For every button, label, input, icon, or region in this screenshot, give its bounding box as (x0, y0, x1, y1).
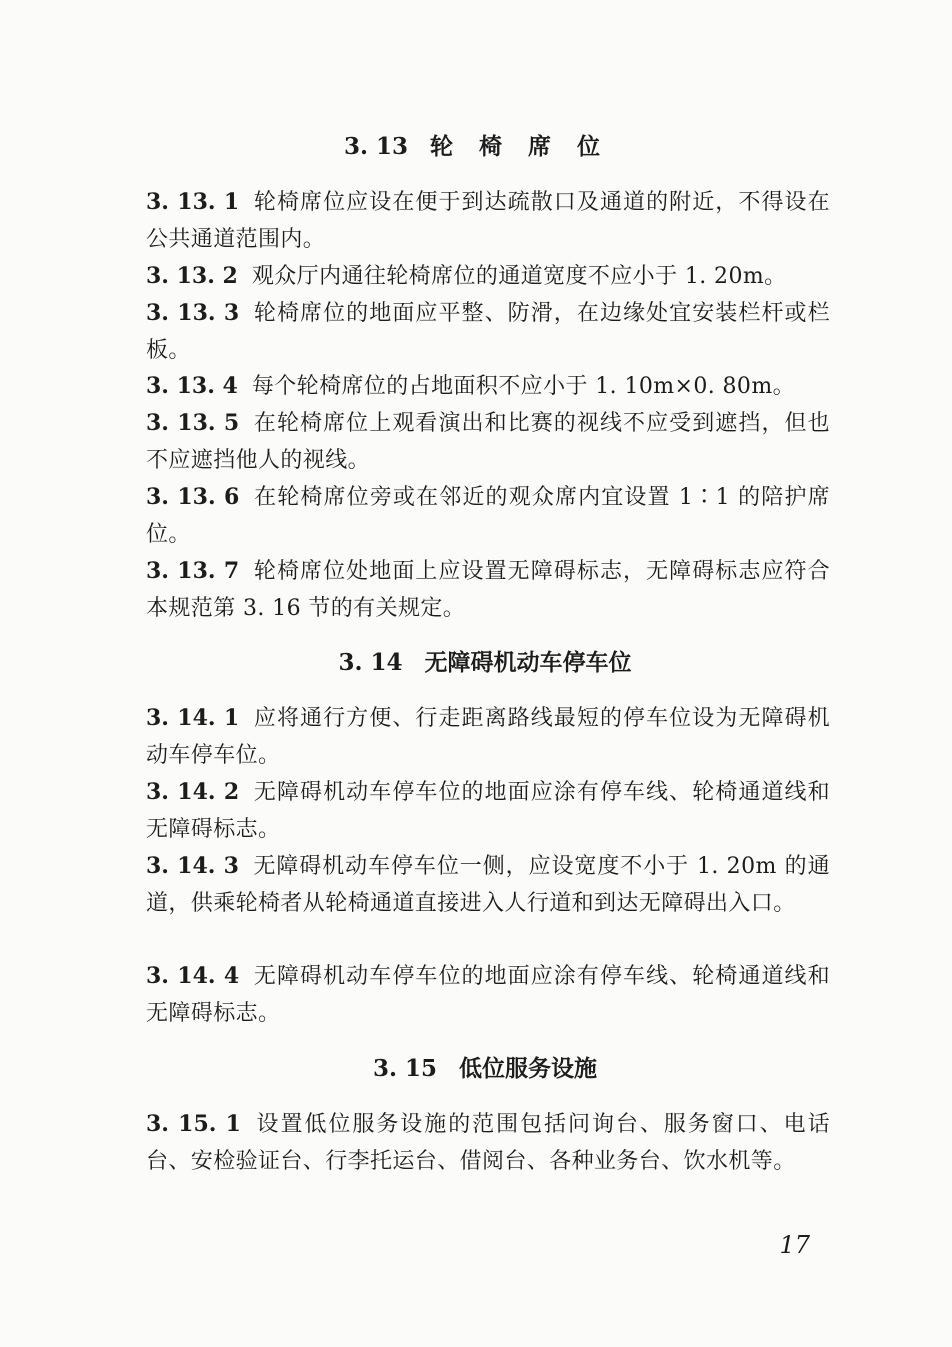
clause-text: 无障碍机动车停车位一侧，应设宽度不小于 1. 20m 的通道，供乘轮椅者从轮椅通道直接进入人行道和到达无障碍出入口。 (146, 854, 830, 916)
clause-text: 设置低位服务设施的范围包括问询台、服务窗口、电话台、安检验证台、行李托运台、借阅台、各种业务台、饮水机等。 (146, 1112, 830, 1174)
clause-text: 无障碍机动车停车位的地面应涂有停车线、轮椅通道线和无障碍标志。 (146, 780, 830, 842)
clause (146, 774, 830, 848)
clause (146, 848, 830, 922)
clause-number: 3. 13. 2 (146, 263, 238, 289)
clause-text: 轮椅席位的地面应平整、防滑，在边缘处宜安装栏杆或栏板。 (146, 301, 830, 363)
clause (146, 1106, 830, 1180)
clause-number: 3. 14. 4 (146, 963, 240, 989)
clause-number: 3. 13. 7 (146, 558, 240, 584)
clause (146, 405, 830, 479)
clause (146, 184, 830, 258)
section-title: 低位服务设施 (459, 1055, 598, 1082)
clause (146, 479, 830, 553)
page-number: 17 (779, 1231, 810, 1259)
clause-number: 3. 14. 3 (146, 853, 239, 879)
section-title: 无障碍机动车停车位 (424, 649, 632, 676)
section-number: 3. 15 (372, 1055, 438, 1082)
clause-number: 3. 13. 4 (146, 373, 238, 399)
clause-number: 3. 15. 1 (146, 1111, 241, 1137)
clause (146, 958, 830, 1032)
clause-text: 无障碍机动车停车位的地面应涂有停车线、轮椅通道线和无障碍标志。 (146, 964, 830, 1026)
clause-number: 3. 13. 5 (146, 410, 240, 436)
section-heading (140, 1054, 830, 1084)
clause-number: 3. 14. 2 (146, 779, 240, 805)
clause-number: 3. 13. 6 (146, 484, 240, 510)
clause (146, 258, 830, 296)
clause-number: 3. 13. 1 (146, 189, 240, 215)
clause (146, 553, 830, 627)
clause (146, 368, 830, 406)
clause-text: 每个轮椅席位的占地面积不应小于 1. 10m×0. 80m。 (251, 374, 795, 399)
clause-number: 3. 13. 3 (146, 300, 240, 326)
section-heading (140, 132, 830, 162)
section-heading (140, 648, 830, 678)
clause-text: 在轮椅席位旁或在邻近的观众席内宜设置 1∶1 的陪护席位。 (146, 485, 830, 547)
clause (146, 295, 830, 369)
section-title: 轮椅席位 (430, 133, 627, 160)
clause-text: 应将通行方便、行走距离路线最短的停车位设为无障碍机动车停车位。 (146, 706, 830, 768)
clause-number: 3. 14. 1 (146, 705, 240, 731)
section-number: 3. 14 (338, 649, 403, 676)
clause-text: 观众厅内通往轮椅席位的通道宽度不应小于 1. 20m。 (251, 264, 787, 289)
clause-text: 在轮椅席位上观看演出和比赛的视线不应受到遮挡，但也不应遮挡他人的视线。 (146, 411, 830, 473)
clause-text: 轮椅席位处地面上应设置无障碍标志，无障碍标志应符合本规范第 3. 16 节的有关规定。 (146, 559, 830, 621)
section-number: 3. 13 (343, 133, 409, 160)
clause (146, 700, 830, 774)
clause-text: 轮椅席位应设在便于到达疏散口及通道的附近，不得设在公共通道范围内。 (146, 190, 830, 252)
